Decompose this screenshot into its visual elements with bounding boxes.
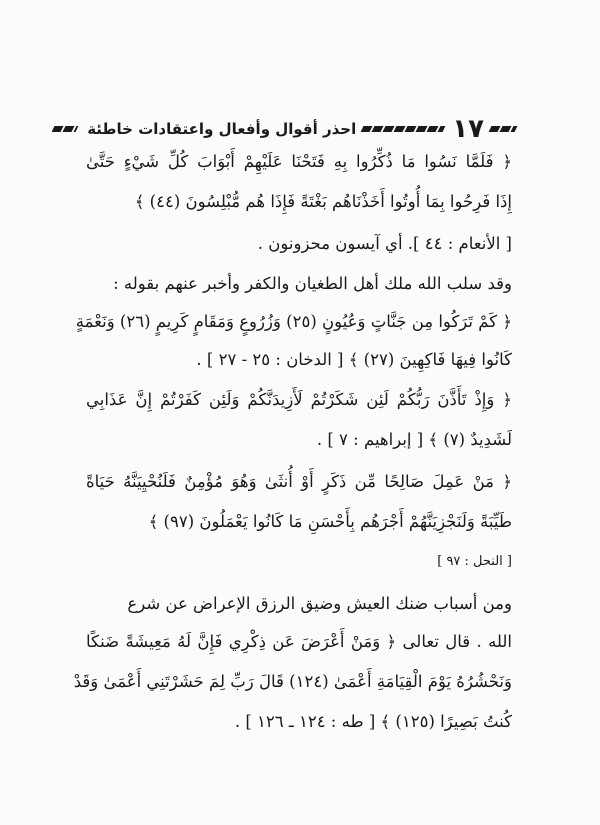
reference-note-line: [ النحل : ٩٧ ] — [437, 554, 512, 569]
quran-verse-line: طَيِّبَةً وَلَنَجْزِيَنَّهُمْ أَجْرَهُم بِأَحْسَنِ مَا كَانُوا يَعْمَلُونَ (٩٧) ﴾ — [148, 512, 512, 531]
quran-verse-line: ﴿ وَإِذْ تَأَذَّنَ رَبُّكُمْ لَئِن شَكَرْتُمْ لَأَزِيدَنَّكُمْ وَلَئِن كَفَرْتُمْ إِنَّ عَذَابِي — [86, 390, 512, 409]
quran-verse-line: ﴿ كَمْ تَرَكُوا مِن جَنَّاتٍ وَعُيُونٍ (٢٥) وَزُرُوعٍ وَمَقَامٍ كَرِيمٍ (٢٦) وَنَعْمَةٍ — [75, 312, 512, 331]
text-line: ومن أسباب ضنك العيش وضيق الرزق الإعراض عن شرع — [127, 594, 512, 613]
text-line: وقد سلب الله ملك أهل الطغيان والكفر وأخبر عنهم بقوله : — [113, 274, 512, 293]
page-number: ١٧ — [452, 114, 484, 144]
page-header-title: احذر أقوال وأفعال واعتقادات خاطئة — [87, 120, 357, 138]
page-header — [86, 112, 516, 146]
quran-verse-line: كُنتُ بَصِيرًا (١٢٥) ﴾ [ طه : ١٢٤ ـ ١٢٦ ] . — [234, 712, 512, 731]
quran-verse-line: وَنَحْشُرُهُ يَوْمَ الْقِيَامَةِ أَعْمَىٰ (١٢٤) قَالَ رَبِّ لِمَ حَشَرْتَنِي أَعْمَىٰ وَقَدْ — [73, 672, 512, 691]
quran-verse-line: الله . قال تعالى ﴿ وَمَنْ أَعْرَضَ عَن ذِكْرِي فَإِنَّ لَهُ مَعِيشَةً ضَنكًا — [86, 632, 512, 651]
quran-verse-line: ﴿ فَلَمَّا نَسُوا مَا ذُكِّرُوا بِهِ فَتَحْنَا عَلَيْهِمْ أَبْوَابَ كُلِّ شَيْءٍ حَتَّىٰ — [86, 152, 512, 171]
quran-verse-line: لَشَدِيدٌ (٧) ﴾ [ إبراهيم : ٧ ] . — [316, 430, 512, 449]
header-rule-right — [489, 126, 518, 132]
quran-verse-line: كَانُوا فِيهَا فَاكِهِينَ (٢٧) ﴾ [ الدخان : ٢٥ - ٢٧ ] . — [196, 350, 512, 369]
quran-verse-line: إِذَا فَرِحُوا بِمَا أُوتُوا أَخَذْنَاهُم بَغْتَةً فَإِذَا هُم مُّبْلِسُونَ (٤٤) ﴾ — [134, 192, 512, 211]
header-rule-middle — [361, 126, 446, 132]
header-rule-left — [52, 126, 79, 132]
quran-verse-line: ﴿ مَنْ عَمِلَ صَالِحًا مِّن ذَكَرٍ أَوْ أُنثَىٰ وَهُوَ مُؤْمِنٌ فَلَنُحْيِيَنَّهُ حَيَاةً — [86, 472, 512, 491]
reference-note-line: [ الأنعام : ٤٤ ]. أي آيسون محزونون . — [257, 234, 512, 253]
